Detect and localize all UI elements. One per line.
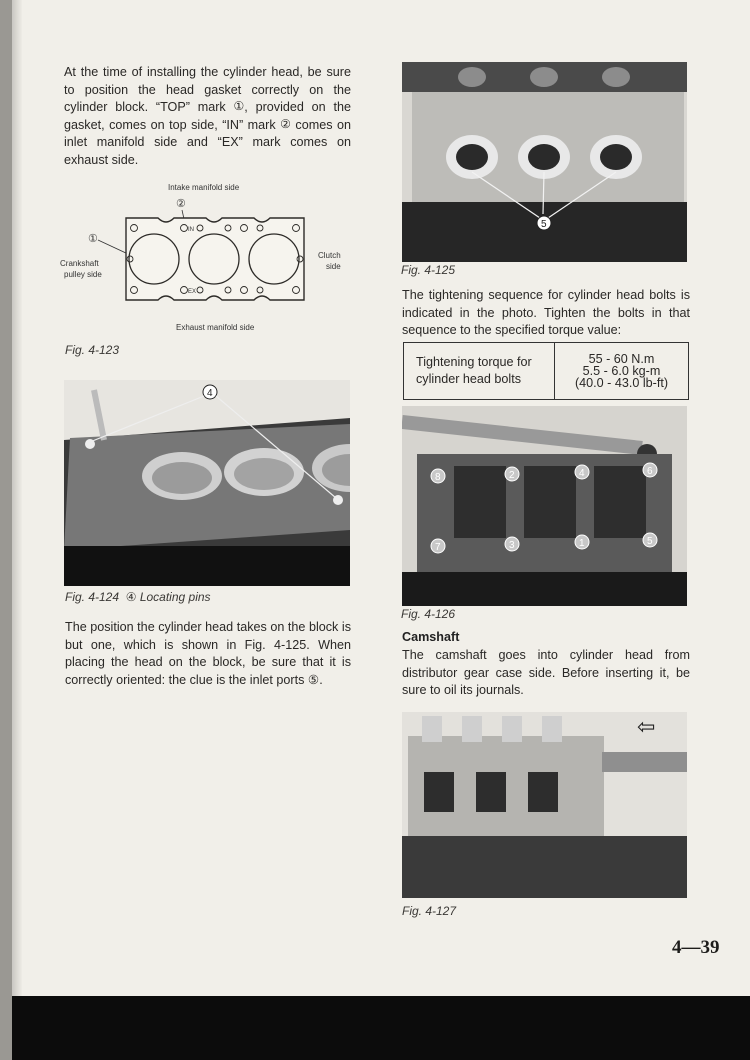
locating-pin-callout: 4 [207, 388, 213, 399]
text: . [319, 672, 323, 687]
clutch-side-label: side [326, 262, 341, 271]
fig-4-124-caption [65, 590, 211, 604]
page-binding-shadow [12, 0, 22, 996]
fig-4-124-photo [64, 380, 350, 586]
mark-1: ① [88, 233, 98, 245]
fig-4-126-photo [402, 406, 687, 606]
camshaft-paragraph: The camshaft goes into cylinder head from distributor gear case side. Before inserting it, be sure to oil its journals. [402, 648, 690, 698]
bolt-sequence-number: 1 [579, 538, 585, 549]
bolt-sequence-number: 2 [509, 470, 515, 481]
intake-label: Intake manifold side [168, 183, 240, 192]
page-number: 4—39 [672, 937, 720, 958]
bolt-sequence-number: 7 [435, 542, 441, 553]
bolt-sequence-number: 3 [509, 540, 515, 551]
gasket-instructions-paragraph [64, 64, 351, 170]
torque-label-cell: Tightening torque for cylinder head bolts [404, 343, 555, 400]
mark-2: ② [176, 198, 186, 210]
head-position-paragraph [65, 619, 351, 689]
camshaft-heading: Camshaft [402, 630, 460, 644]
text: comes on inlet manifold side and “EX” mark comes on exhaust side. [64, 117, 351, 167]
mark-2: ② [280, 116, 291, 131]
bolt-sequence-number: 5 [647, 536, 653, 547]
exhaust-label: Exhaust manifold side [176, 323, 255, 332]
crankshaft-label: Crankshaft [60, 259, 99, 268]
torque-value-cell [555, 343, 689, 400]
mark-1: ① [233, 99, 245, 114]
bolt-sequence-number: 4 [579, 468, 585, 479]
torque-lbft: (40.0 - 43.0 lb-ft) [574, 376, 669, 390]
gasket-diagram [60, 180, 360, 336]
fig-4-123-caption: Fig. 4-123 [65, 343, 120, 357]
tightening-sequence-paragraph: The tightening sequence for cylinder head bolts is indicated in the photo. Tighten the bolts in that sequence to the specified torque value: [402, 288, 690, 338]
torque-kgm: 5.5 - 6.0 kg-m [582, 364, 661, 378]
torque-table [403, 342, 689, 400]
clutch-label: Clutch [318, 251, 341, 260]
gasket-in-mark: IN [188, 227, 194, 233]
pulley-label: pulley side [64, 270, 102, 279]
insertion-arrow: ⇦ [637, 715, 656, 740]
fig-4-125-photo [402, 62, 687, 262]
fig-4-127-caption: Fig. 4-127 [402, 904, 457, 918]
page-stack-edge [0, 0, 12, 1060]
caption-sub: Locating pins [139, 590, 211, 604]
bolt-sequence-number: 6 [647, 466, 653, 477]
torque-nm: 55 - 60 N.m [588, 352, 655, 366]
bolt-sequence-number: 8 [435, 472, 441, 483]
text: The position the cylinder head takes on the block is but one, which is shown in Fig. 4-125. When placing the head on the block, be sure that it is correctly oriented: the clue is the inlet ports [65, 620, 351, 687]
mark-5: ⑤ [307, 672, 320, 687]
inlet-port-callout: 5 [541, 219, 547, 230]
mark-4: ④ [125, 590, 137, 604]
text: , provided on the gasket, comes on top side, “IN” mark [64, 100, 351, 132]
fig-4-127-photo [402, 712, 687, 898]
fig-4-126-caption: Fig. 4-126 [401, 607, 456, 621]
text: At the time of installing the cylinder head, be sure to position the head gasket correctly on the cylinder block. “TOP” mark [64, 65, 351, 115]
fig-4-125-caption: Fig. 4-125 [401, 263, 456, 277]
caption-label: Fig. 4-124 [65, 590, 120, 604]
gasket-ex-mark: EX [188, 289, 197, 295]
scan-background [12, 996, 750, 1060]
